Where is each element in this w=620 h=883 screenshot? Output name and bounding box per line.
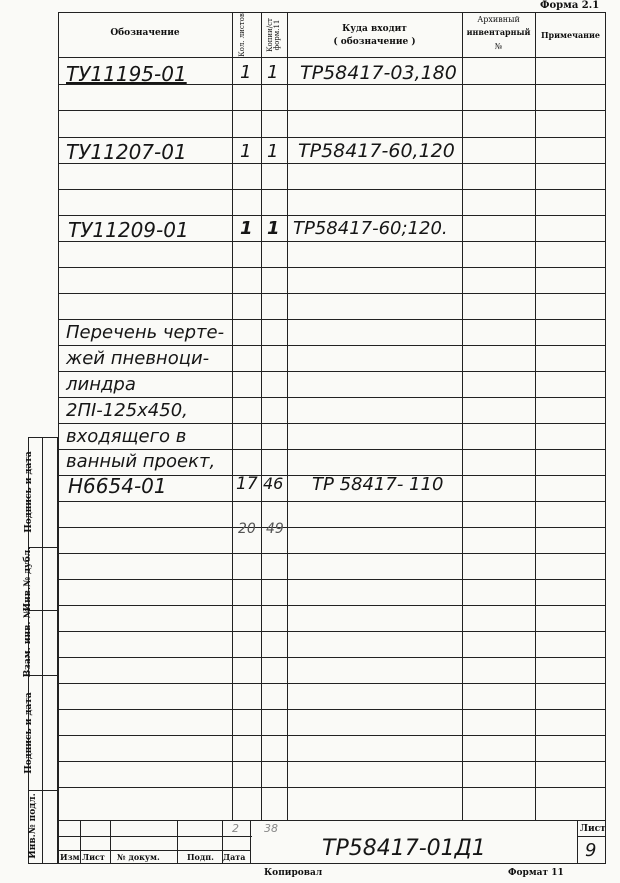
document-code: ТР58417-01Д1 — [322, 836, 486, 861]
row-1-designation: ТУ11195-01 — [66, 62, 187, 86]
row-3-designation: ТУ11209-01 — [68, 218, 189, 242]
note-pencil-sheets: 20 — [238, 521, 256, 537]
note-line-4: 2ПI-125х450, — [66, 400, 188, 421]
row-3-where-used: ТР58417-60;120. — [293, 218, 448, 239]
row-2-designation: ТУ11207-01 — [66, 140, 187, 164]
side-label-dup-inv: Инв.№ дубл. — [23, 546, 33, 612]
footer-format: Формат 11 — [508, 868, 564, 878]
form-label: Форма 2.1 — [540, 0, 600, 11]
row-2-copies: 1 — [267, 141, 279, 162]
sheet-label: Лист — [580, 824, 606, 834]
row-2-where-used: ТР58417-60,120 — [298, 140, 455, 162]
header-copies-count: Копии/ст форм.11 — [266, 18, 281, 52]
title-col-doc: № докум. — [117, 852, 160, 862]
sheet-number: 9 — [585, 840, 597, 861]
header-where-used-sub: ( обозначение ) — [333, 37, 416, 47]
header-archive-2: инвентарный — [466, 27, 531, 37]
title-col-sign: Подп. — [187, 852, 214, 862]
side-label-replace-inv: Взам. инв. № — [23, 608, 33, 678]
header-where-used: Куда входит — [342, 24, 407, 34]
header-archive-1: Архивный — [477, 15, 520, 24]
note-line-3: линдра — [66, 374, 136, 395]
footer-copied: Копировал — [264, 868, 323, 878]
row-1-sheets: 1 — [240, 62, 252, 83]
header-archive-3: № — [494, 42, 503, 51]
title-col-izm: Изм — [60, 852, 80, 862]
title-pencil-a: 2 — [232, 822, 239, 835]
note-line-2: жей пневноци- — [66, 348, 210, 369]
row-1-copies: 1 — [267, 62, 279, 83]
note-where-used: ТР 58417- 110 — [312, 474, 444, 495]
row-3-copies: 1 — [267, 218, 280, 239]
side-label-sign-date-1: Подпись и дата — [24, 692, 34, 774]
title-col-list: Лист — [82, 852, 105, 862]
note-line-6: ванный проект, — [66, 451, 216, 472]
header-designation: Обозначение — [110, 28, 180, 38]
title-col-date: Дата — [223, 852, 246, 862]
header-sheets-count: Кол. листов — [238, 13, 246, 57]
row-2-sheets: 1 — [240, 141, 252, 162]
row-3-sheets: 1 — [240, 218, 253, 239]
side-label-orig-inv: Инв.№ подл. — [28, 793, 38, 859]
note-copies: 46 — [263, 474, 284, 493]
note-line-5: входящего в — [66, 426, 187, 447]
title-pencil-b: 38 — [264, 822, 278, 835]
row-1-where-used: ТР58417-03,180 — [300, 62, 457, 84]
side-label-sign-date-2: Подпись и дата — [24, 451, 34, 533]
note-pencil-copies: 49 — [266, 521, 284, 537]
note-designation: Н6654-01 — [68, 474, 167, 498]
note-line-1: Перечень чертe- — [66, 322, 225, 343]
header-note: Примечание — [540, 30, 601, 40]
note-sheets: 17 — [236, 474, 258, 494]
